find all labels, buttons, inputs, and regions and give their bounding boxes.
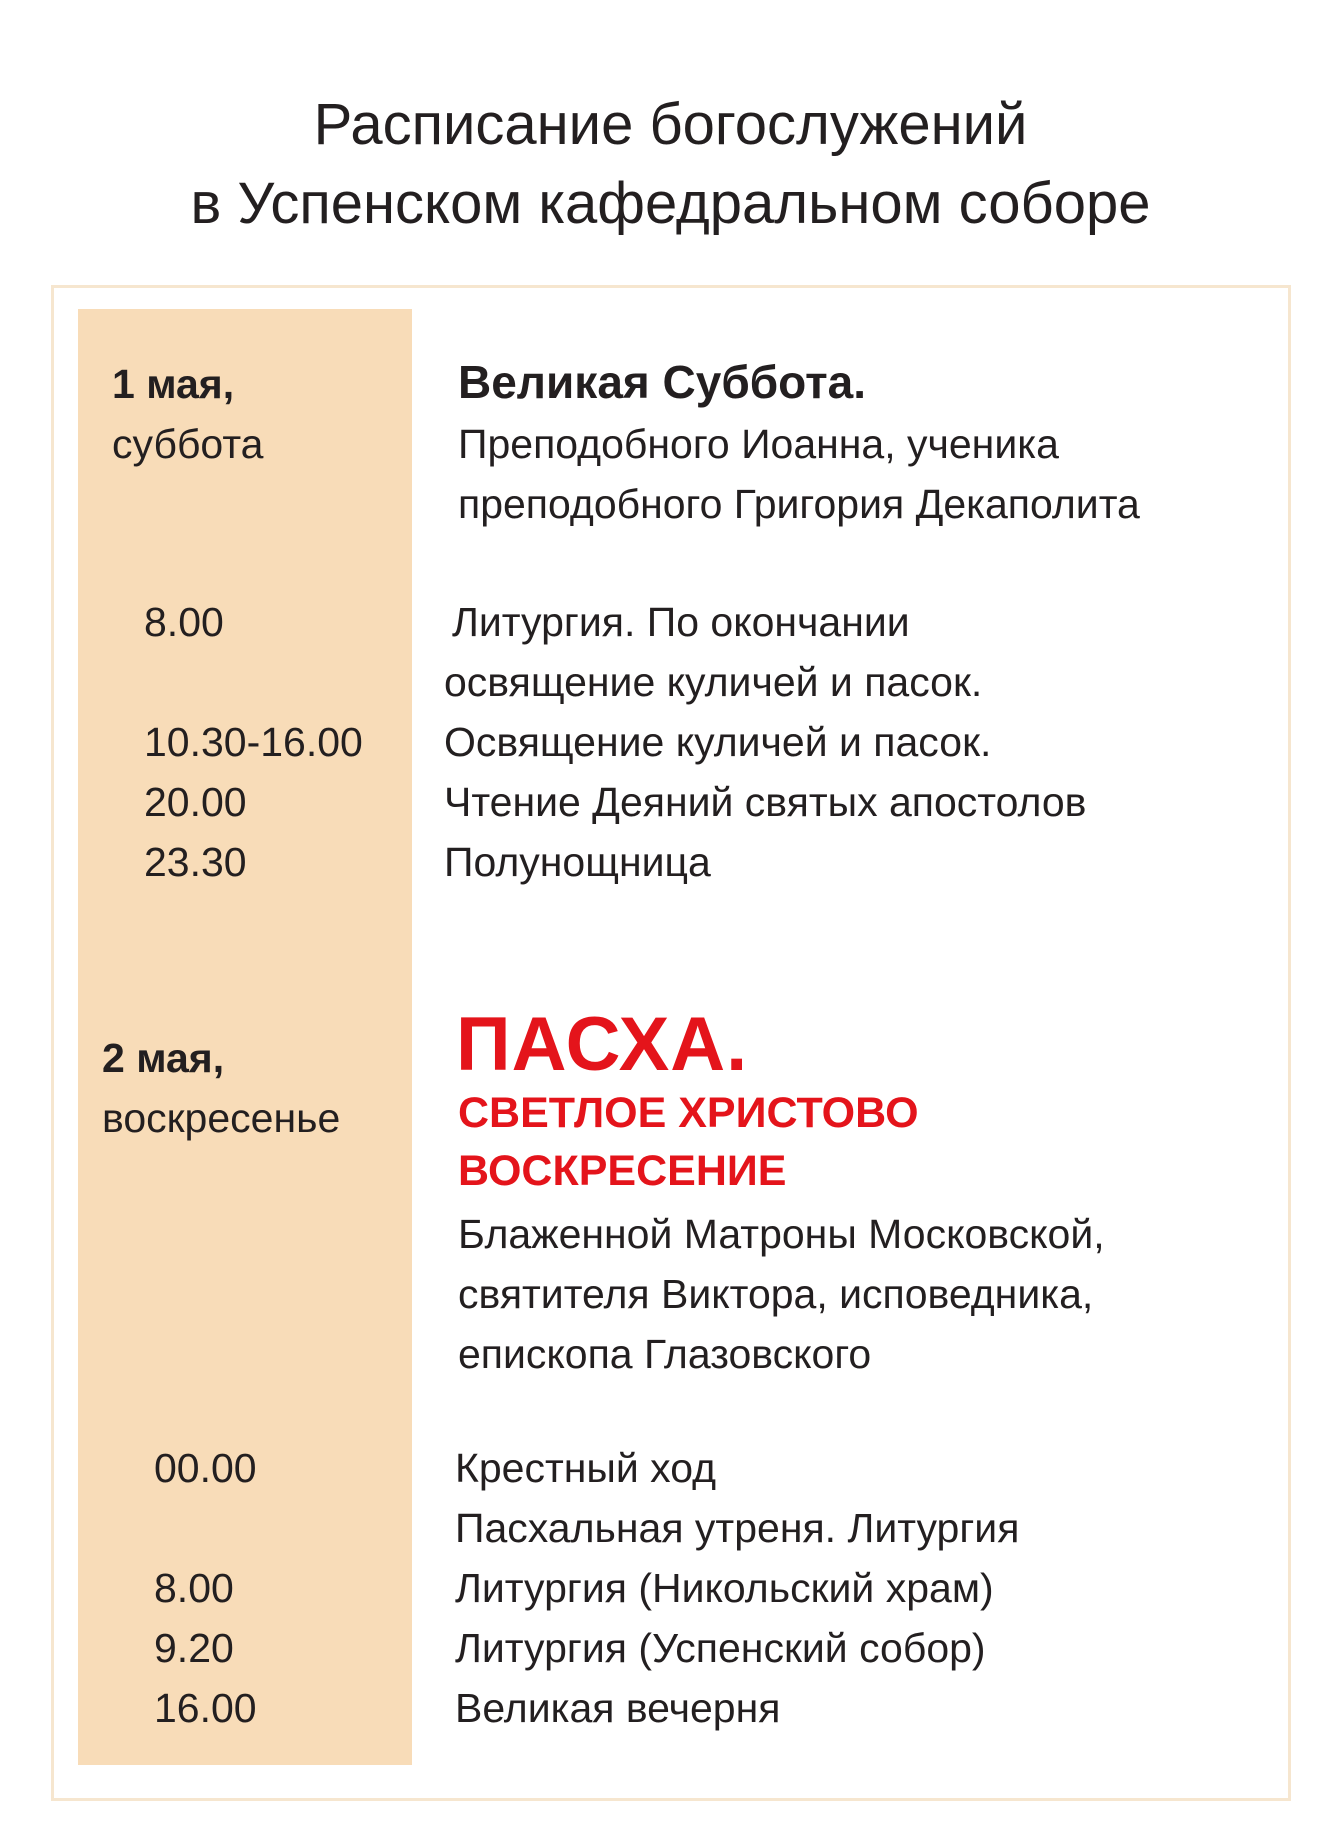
- service-time: 23.30: [144, 839, 247, 885]
- service-time: 9.20: [154, 1625, 234, 1671]
- service-text: Полунощница: [444, 839, 711, 885]
- day2-date: 2 мая,: [102, 1035, 225, 1081]
- service-time: 00.00: [154, 1445, 257, 1491]
- service-time: 8.00: [154, 1565, 234, 1611]
- service-text: Освящение куличей и пасок.: [444, 719, 992, 765]
- day1-feast-title: Великая Суббота.: [458, 356, 867, 408]
- day2-saints-line: епископа Глазовского: [458, 1331, 872, 1377]
- day1-saints-line: преподобного Григория Декаполита: [458, 481, 1140, 527]
- service-time: 16.00: [154, 1685, 257, 1731]
- day2-feast-title: ПАСХА.: [456, 1002, 749, 1087]
- title-line-1: Расписание богослужений: [313, 92, 1028, 157]
- service-text: освящение куличей и пасок.: [444, 659, 983, 705]
- day2-saints-line: Блаженной Матроны Московской,: [458, 1211, 1105, 1257]
- day2-weekday: воскресенье: [102, 1095, 341, 1141]
- day2-feast-subtitle: СВЕТЛОЕ ХРИСТОВО: [458, 1089, 919, 1137]
- page-title: [0, 85, 1341, 243]
- service-text: Литургия (Успенский собор): [455, 1625, 986, 1671]
- service-text: Пасхальная утреня. Литургия: [455, 1505, 1020, 1551]
- day1-date: 1 мая,: [112, 361, 235, 407]
- service-time: 20.00: [144, 779, 247, 825]
- service-time: 10.30-16.00: [144, 719, 363, 765]
- service-text: Чтение Деяний святых апостолов: [444, 779, 1087, 825]
- service-text: Великая вечерня: [455, 1685, 781, 1731]
- service-text: Крестный ход: [455, 1445, 717, 1491]
- service-text: Литургия (Никольский храм): [455, 1565, 994, 1611]
- day1-weekday: суббота: [112, 421, 264, 467]
- service-time: 8.00: [144, 599, 224, 645]
- title-line-2: в Успенском кафедральном соборе: [190, 171, 1151, 236]
- day2-saints-line: святителя Виктора, исповедника,: [458, 1271, 1094, 1317]
- day1-saints-line: Преподобного Иоанна, ученика: [458, 421, 1059, 467]
- service-text: Литургия. По окончании: [452, 599, 910, 645]
- day2-feast-subtitle: ВОСКРЕСЕНИЕ: [458, 1147, 787, 1195]
